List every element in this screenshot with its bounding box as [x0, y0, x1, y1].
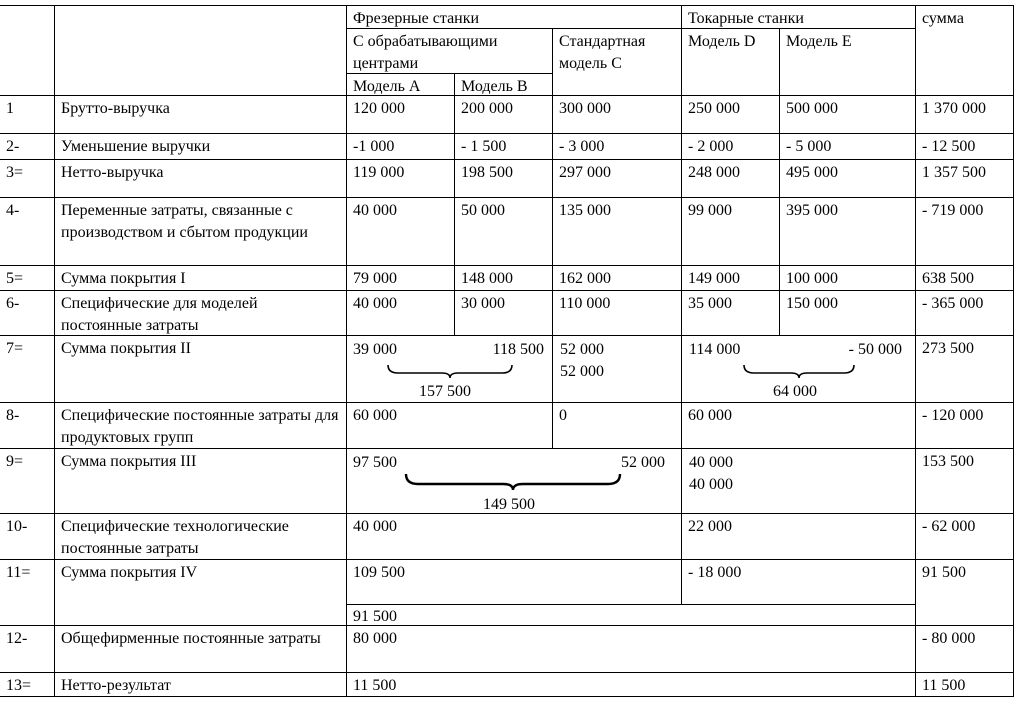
- row-5-sum: 638 500: [915, 265, 1014, 291]
- row-6-sum: - 365 000: [915, 290, 1014, 336]
- row-6-model-b: 30 000: [454, 290, 553, 336]
- row-10-num: 10-: [0, 513, 55, 560]
- row-2-model-c: - 3 000: [552, 133, 682, 160]
- row-13-all-models: 11 500: [346, 672, 916, 697]
- row-1-model-a: 120 000: [346, 95, 455, 134]
- row-6-label: Специфические для моделей постоянные затраты: [54, 290, 347, 336]
- row-7-model-c-value-1: 52 000: [560, 341, 604, 358]
- row-1-model-d: 250 000: [681, 95, 780, 134]
- row-4-num: 4-: [0, 197, 55, 266]
- row-5-model-e: 100 000: [779, 265, 916, 291]
- row-7-sum: 273 500: [915, 335, 1014, 403]
- row-2-model-e: - 5 000: [779, 133, 916, 160]
- header-with-centers: С обрабатывающими центрами: [346, 28, 553, 74]
- row-12-sum: - 80 000: [915, 625, 1014, 673]
- row-8-num: 8-: [0, 402, 55, 449]
- row-5-model-c: 162 000: [552, 265, 682, 291]
- row-2-sum: - 12 500: [915, 133, 1014, 160]
- header-blank-label: [54, 5, 347, 96]
- row-7-num: 7=: [0, 335, 55, 403]
- header-model-a: Модель A: [346, 73, 455, 96]
- row-4-model-d: 99 000: [681, 197, 780, 266]
- row-9-sum: 153 500: [915, 448, 1014, 514]
- row-13-num: 13=: [0, 672, 55, 697]
- row-11-models-de: - 18 000: [681, 559, 916, 605]
- row-6-model-d: 35 000: [681, 290, 780, 336]
- row-8-model-c: 0: [552, 402, 682, 449]
- row-11-sum: 91 500: [915, 559, 1014, 626]
- row-4-model-c: 135 000: [552, 197, 682, 266]
- row-7-ab-total: 157 500: [419, 383, 471, 400]
- row-3-sum: 1 357 500: [915, 159, 1014, 198]
- header-standard-model-c: Стандартная модель C: [552, 28, 682, 96]
- row-6-model-e: 150 000: [779, 290, 916, 336]
- row-1-num: 1: [0, 95, 55, 134]
- row-5-model-d: 149 000: [681, 265, 780, 291]
- row-9-c-value: 52 000: [621, 454, 665, 471]
- row-2-num: 2-: [0, 133, 55, 160]
- row-2-model-d: - 2 000: [681, 133, 780, 160]
- row-12-label: Общефирменные постоянные затраты: [54, 625, 347, 673]
- row-9-ab-value: 97 500: [353, 454, 397, 471]
- row-5-label: Сумма покрытия I: [54, 265, 347, 291]
- row-4-model-b: 50 000: [454, 197, 553, 266]
- row-1-model-e: 500 000: [779, 95, 916, 134]
- row-3-model-e: 495 000: [779, 159, 916, 198]
- row-1-model-b: 200 000: [454, 95, 553, 134]
- row-3-num: 3=: [0, 159, 55, 198]
- row-9-abc-total: 149 500: [483, 496, 535, 513]
- row-1-model-c: 300 000: [552, 95, 682, 134]
- row-3-model-c: 297 000: [552, 159, 682, 198]
- row-6-num: 6-: [0, 290, 55, 336]
- row-8-models-ab: 60 000: [346, 402, 553, 449]
- header-turning: Токарные станки: [681, 5, 916, 29]
- row-4-model-a: 40 000: [346, 197, 455, 266]
- header-sum: сумма: [915, 5, 1014, 96]
- row-2-model-b: - 1 500: [454, 133, 553, 160]
- header-model-b: Модель B: [454, 73, 553, 96]
- row-9-de-value-1: 40 000: [689, 454, 733, 471]
- row-5-model-b: 148 000: [454, 265, 553, 291]
- row-5-num: 5=: [0, 265, 55, 291]
- row-7-model-a-value: 39 000: [353, 341, 397, 358]
- row-10-models-de: 22 000: [681, 513, 916, 560]
- row-9-label: Сумма покрытия III: [54, 448, 347, 514]
- row-3-label: Нетто-выручка: [54, 159, 347, 198]
- row-9-abc-brace: [404, 472, 622, 492]
- header-model-d: Модель D: [681, 28, 780, 96]
- row-3-model-a: 119 000: [346, 159, 455, 198]
- header-blank-num: [0, 5, 55, 96]
- row-10-models-abc: 40 000: [346, 513, 682, 560]
- row-8-label: Специфические постоянные затраты для продуктовых групп: [54, 402, 347, 449]
- row-5-model-a: 79 000: [346, 265, 455, 291]
- header-model-e: Модель E: [779, 28, 916, 96]
- row-7-model-d-value: 114 000: [689, 341, 741, 358]
- row-11-num: 11=: [0, 559, 55, 626]
- row-7-ab-brace: [386, 363, 514, 379]
- row-4-model-e: 395 000: [779, 197, 916, 266]
- row-6-model-c: 110 000: [552, 290, 682, 336]
- row-12-num: 12-: [0, 625, 55, 673]
- row-7-de-total: 64 000: [773, 383, 817, 400]
- row-1-sum: 1 370 000: [915, 95, 1014, 134]
- row-3-model-d: 248 000: [681, 159, 780, 198]
- row-10-sum: - 62 000: [915, 513, 1014, 560]
- row-3-model-b: 198 500: [454, 159, 553, 198]
- row-7-model-e-value: - 50 000: [848, 341, 902, 358]
- row-8-models-de: 60 000: [681, 402, 916, 449]
- row-8-sum: - 120 000: [915, 402, 1014, 449]
- row-12-all-models: 80 000: [346, 625, 916, 673]
- header-milling: Фрезерные станки: [346, 5, 682, 29]
- row-7-model-b-value: 118 500: [492, 341, 544, 358]
- row-11-models-abc: 109 500: [346, 559, 682, 605]
- row-2-model-a: -1 000: [346, 133, 455, 160]
- row-7-label: Сумма покрытия II: [54, 335, 347, 403]
- row-1-label: Брутто-выручка: [54, 95, 347, 134]
- row-7-model-c-value-2: 52 000: [560, 363, 604, 380]
- row-9-de-value-2: 40 000: [689, 476, 733, 493]
- row-13-sum: 11 500: [915, 672, 1014, 697]
- row-6-model-a: 40 000: [346, 290, 455, 336]
- row-11-label: Сумма покрытия IV: [54, 559, 347, 626]
- row-11-all-models: 91 500: [346, 604, 916, 626]
- row-7-de-brace: [742, 363, 856, 379]
- row-10-label: Специфические технологические постоянные затраты: [54, 513, 347, 560]
- row-9-num: 9=: [0, 448, 55, 514]
- row-13-label: Нетто-результат: [54, 672, 347, 697]
- row-2-label: Уменьшение выручки: [54, 133, 347, 160]
- row-4-sum: - 719 000: [915, 197, 1014, 266]
- row-4-label: Переменные затраты, связанные с производством и сбытом продукции: [54, 197, 347, 266]
